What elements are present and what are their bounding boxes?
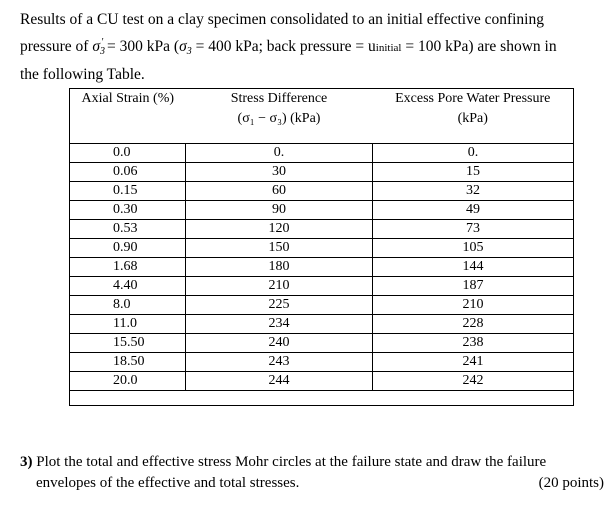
table-row bbox=[70, 258, 574, 277]
header-excess-pore-pressure: Excess Pore Water Pressure (kPa) bbox=[395, 91, 551, 126]
intro-line-1: Results of a CU test on a clay specimen consolidated to an initial effective confining bbox=[20, 11, 544, 28]
table-row bbox=[70, 353, 574, 372]
table-row bbox=[70, 296, 574, 315]
table-row bbox=[70, 334, 574, 353]
stress-difference-cell: 150 bbox=[186, 239, 373, 258]
axial-strain-cell: 0.0 bbox=[70, 144, 186, 163]
stress-difference-cell: 243 bbox=[186, 353, 373, 372]
table-row bbox=[70, 163, 574, 182]
axial-strain-cell: 4.40 bbox=[70, 277, 186, 296]
question-text-1: Plot the total and effective stress Mohr circles at the failure state and draw the failure bbox=[36, 454, 547, 470]
question-points: (20 points) bbox=[538, 475, 604, 491]
table-row bbox=[70, 315, 574, 334]
question-3 bbox=[20, 452, 606, 494]
table-header-row bbox=[70, 89, 574, 144]
pore-pressure-cell: 242 bbox=[373, 372, 574, 391]
u-subscript: initial bbox=[375, 42, 402, 54]
stress-difference-cell: 90 bbox=[186, 201, 373, 220]
pore-pressure-cell: 228 bbox=[373, 315, 574, 334]
axial-strain-cell: 11.0 bbox=[70, 315, 186, 334]
stress-difference-cell: 180 bbox=[186, 258, 373, 277]
pore-pressure-cell: 187 bbox=[373, 277, 574, 296]
table-row bbox=[70, 144, 574, 163]
table-bottom-spacer bbox=[70, 391, 574, 406]
axial-strain-cell: 0.15 bbox=[70, 182, 186, 201]
sigma3-prime-symbol: σ3′ bbox=[92, 37, 105, 57]
table-row bbox=[70, 239, 574, 258]
stress-difference-cell: 210 bbox=[186, 277, 373, 296]
axial-strain-cell: 8.0 bbox=[70, 296, 186, 315]
question-line-2: envelopes of the effective and total stresses. bbox=[36, 475, 300, 491]
pore-pressure-cell: 105 bbox=[373, 239, 574, 258]
pore-pressure-cell: 0. bbox=[373, 144, 574, 163]
pore-pressure-cell: 210 bbox=[373, 296, 574, 315]
pore-pressure-cell: 238 bbox=[373, 334, 574, 353]
question-number: 3) bbox=[20, 454, 33, 470]
axial-strain-cell: 0.30 bbox=[70, 201, 186, 220]
axial-strain-cell: 15.50 bbox=[70, 334, 186, 353]
u-symbol: u bbox=[368, 38, 376, 55]
stress-difference-cell: 60 bbox=[186, 182, 373, 201]
table-row bbox=[70, 182, 574, 201]
pore-pressure-cell: 241 bbox=[373, 353, 574, 372]
header-axial-strain: Axial Strain (%) bbox=[81, 91, 175, 106]
axial-strain-cell: 0.06 bbox=[70, 163, 186, 182]
stress-difference-cell: 30 bbox=[186, 163, 373, 182]
axial-strain-cell: 20.0 bbox=[70, 372, 186, 391]
pore-pressure-cell: 144 bbox=[373, 258, 574, 277]
problem-statement bbox=[20, 8, 600, 86]
stress-difference-cell: 225 bbox=[186, 296, 373, 315]
axial-strain-cell: 18.50 bbox=[70, 353, 186, 372]
table-body bbox=[70, 144, 574, 406]
sigma3-symbol: σ3 bbox=[179, 38, 192, 57]
axial-strain-cell: 0.53 bbox=[70, 220, 186, 239]
table-row bbox=[70, 277, 574, 296]
header-stress-difference: Stress Difference (σ₁ − σ₃) (kPa) bbox=[230, 91, 328, 126]
intro-line-2 bbox=[20, 31, 600, 63]
axial-strain-cell: 1.68 bbox=[70, 258, 186, 277]
table-row bbox=[70, 201, 574, 220]
axial-strain-cell: 0.90 bbox=[70, 239, 186, 258]
intro-text-d: = 100 kPa) are shown in bbox=[401, 38, 557, 55]
intro-text-c: = 400 kPa; back pressure = bbox=[191, 38, 369, 55]
table-row bbox=[70, 220, 574, 239]
intro-text-b: = 300 kPa ( bbox=[103, 38, 180, 55]
stress-difference-cell: 0. bbox=[186, 144, 373, 163]
intro-text-a: pressure of bbox=[20, 38, 93, 55]
stress-difference-cell: 244 bbox=[186, 372, 373, 391]
results-table bbox=[69, 88, 574, 406]
stress-difference-cell: 240 bbox=[186, 334, 373, 353]
pore-pressure-cell: 15 bbox=[373, 163, 574, 182]
stress-difference-cell: 234 bbox=[186, 315, 373, 334]
table-row bbox=[70, 372, 574, 391]
intro-line-3: the following Table. bbox=[20, 66, 145, 83]
pore-pressure-cell: 73 bbox=[373, 220, 574, 239]
question-line-1 bbox=[20, 452, 606, 473]
pore-pressure-cell: 49 bbox=[373, 201, 574, 220]
stress-difference-cell: 120 bbox=[186, 220, 373, 239]
pore-pressure-cell: 32 bbox=[373, 182, 574, 201]
